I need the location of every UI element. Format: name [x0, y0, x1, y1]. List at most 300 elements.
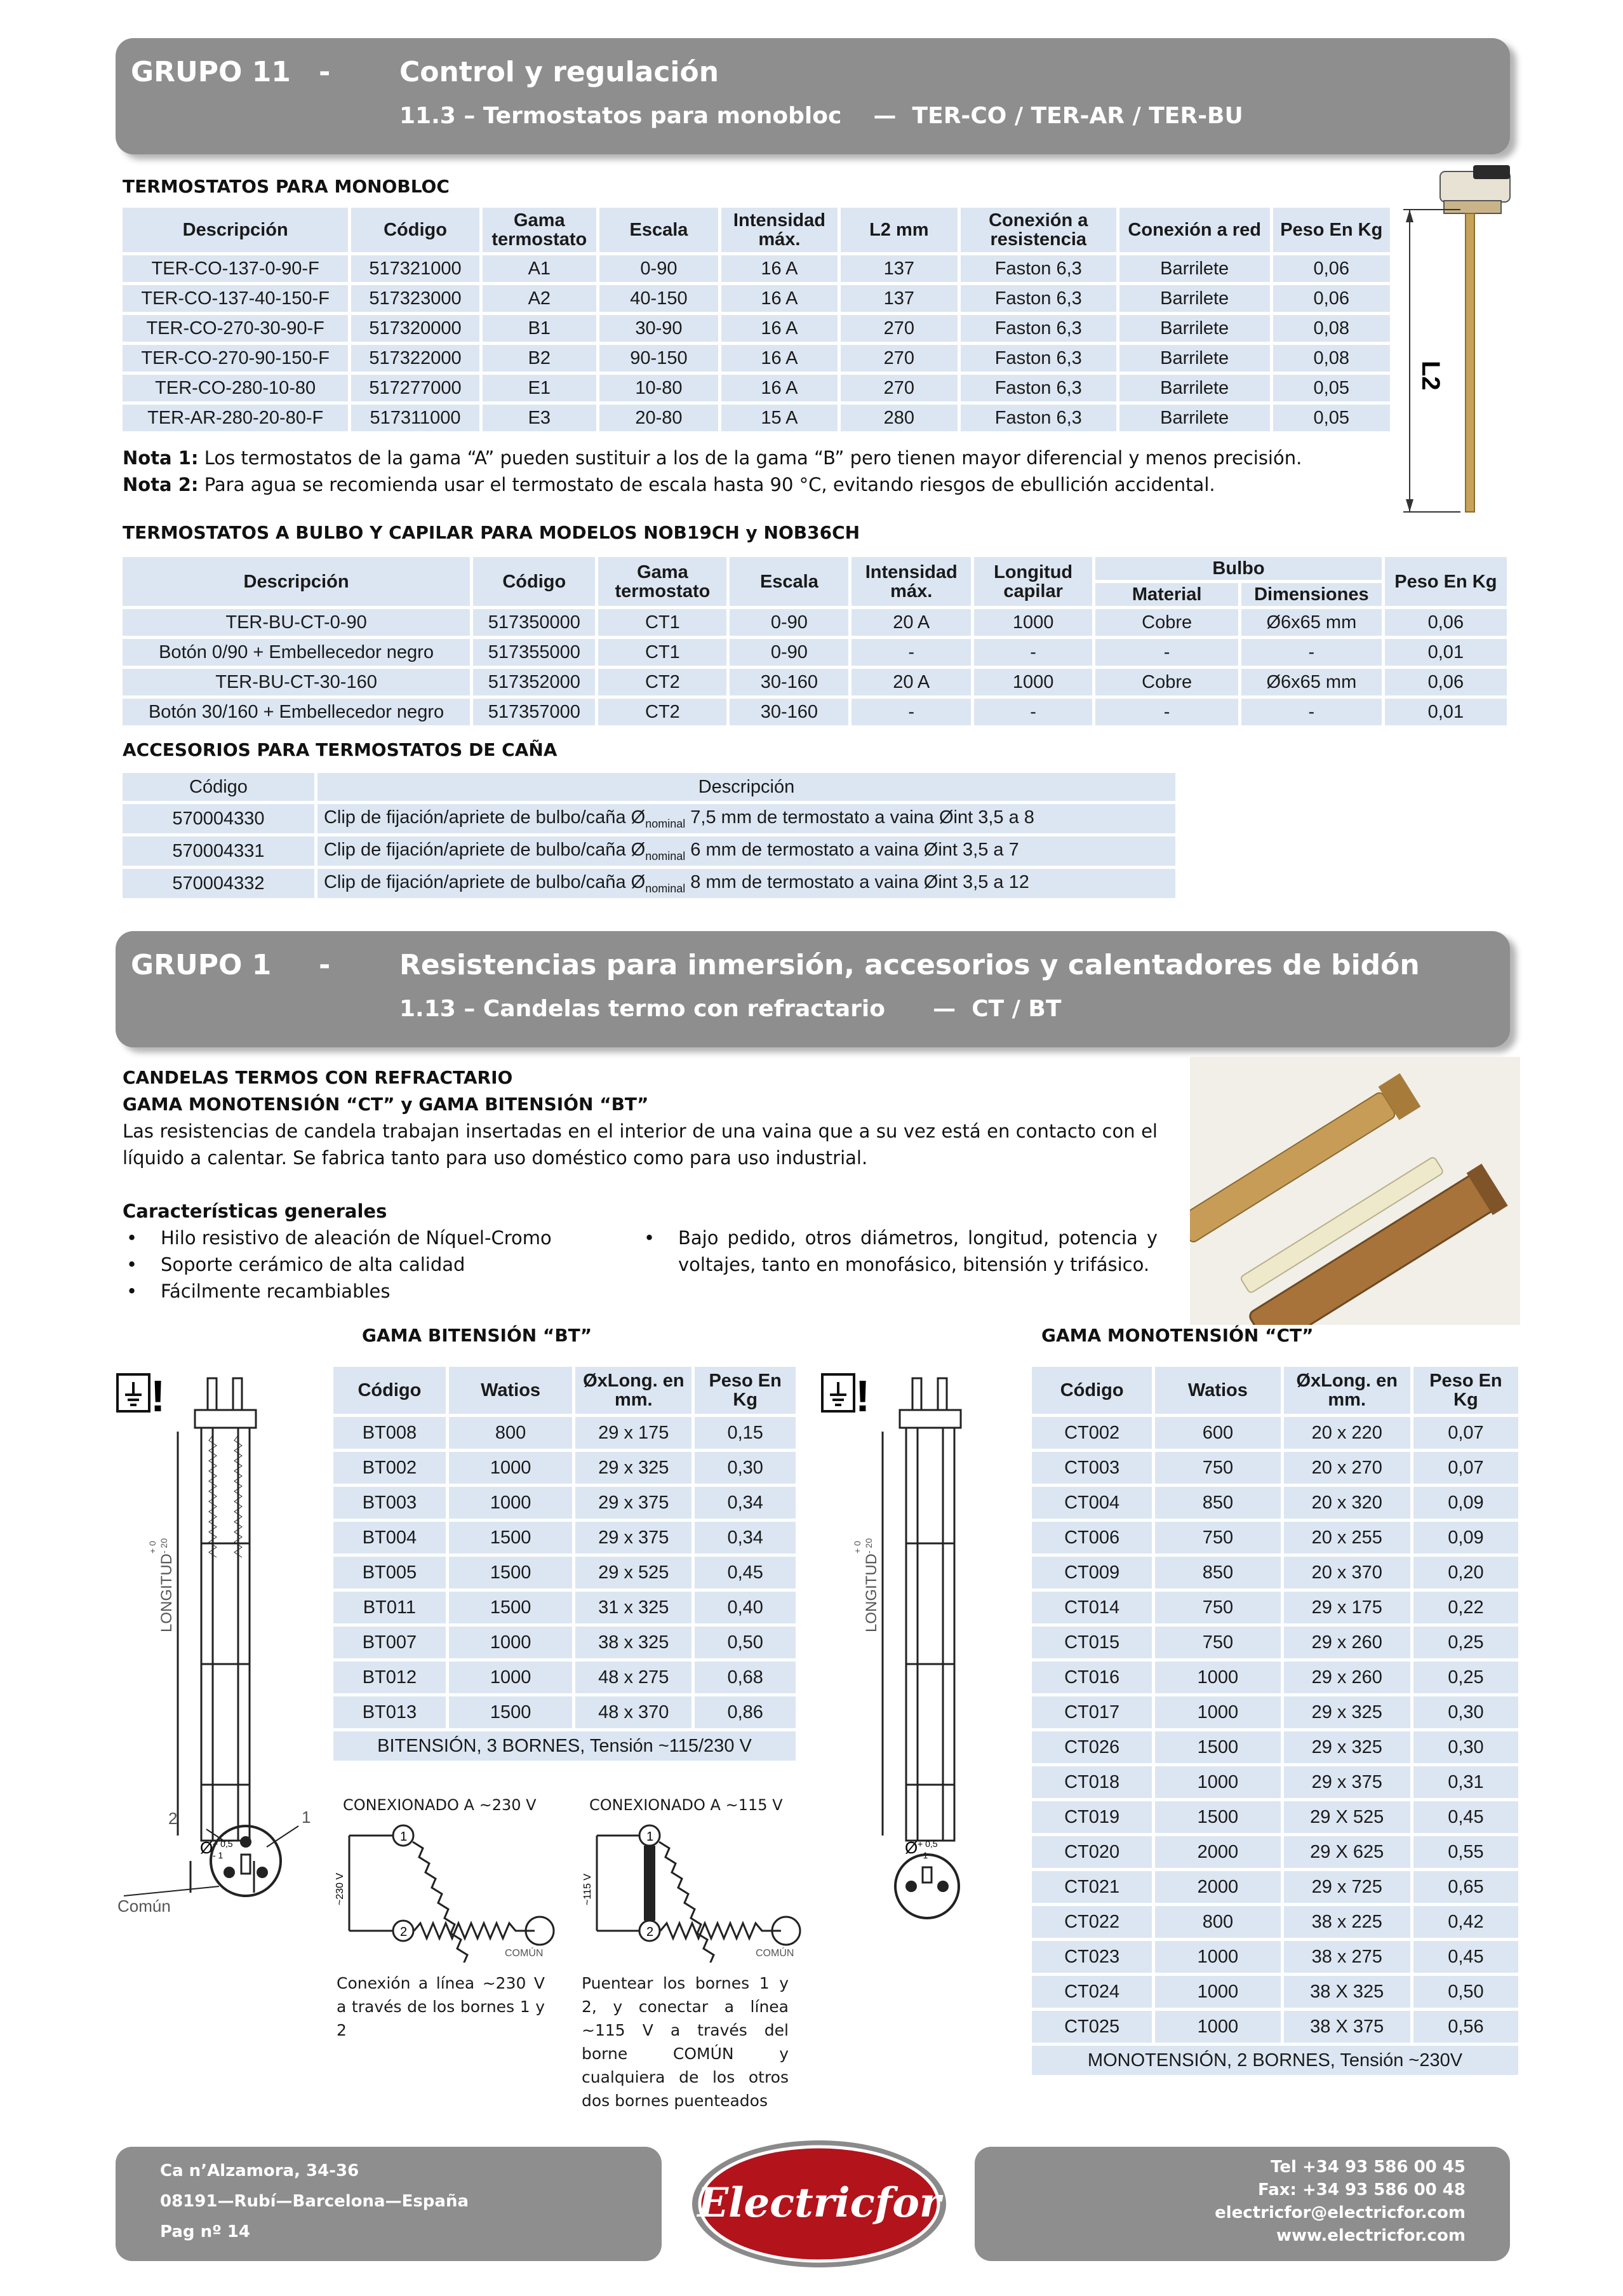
- table-cell: 0,01: [1385, 639, 1507, 666]
- table-row: [1032, 1696, 1518, 1728]
- table-cell: 1000: [449, 1487, 572, 1519]
- svg-text:- 20: - 20: [159, 1538, 169, 1554]
- table-cell: Faston 6,3: [961, 405, 1116, 431]
- table-cell: 0,25: [1413, 1627, 1518, 1658]
- table-cell: CT016: [1032, 1662, 1152, 1693]
- table-cell: TER-AR-280-20-80-F: [123, 405, 348, 431]
- table-cell: Ø6x65 mm: [1241, 609, 1382, 636]
- table-cell: 0,68: [695, 1662, 796, 1693]
- table-cell: 600: [1155, 1417, 1280, 1449]
- table-cell: 29 x 175: [575, 1417, 691, 1449]
- table-cell: 1000: [1155, 1766, 1280, 1798]
- wiring-115-desc: Puentear los bornes 1 y 2, y conectar a línea ~115 V a través del borne COMÚN y cualquiera de los otros dos bornes puenteados: [582, 1974, 789, 2110]
- table-cell: 29 x 325: [1284, 1731, 1410, 1763]
- bt-header: Peso En Kg: [695, 1367, 796, 1414]
- table-cell: 1000: [1155, 2011, 1280, 2043]
- bulbo-table: [119, 554, 1510, 728]
- table-cell: E3: [483, 405, 596, 431]
- table-cell: -: [1241, 699, 1382, 725]
- ct-footer: MONOTENSIÓN, 2 BORNES, Tensión ~230V: [1032, 2046, 1518, 2075]
- table-cell: CT1: [598, 639, 726, 666]
- bt-terminal-diagram: [111, 1791, 327, 1918]
- table-cell: BT013: [333, 1696, 446, 1728]
- accesorio-code: 570004332: [123, 869, 314, 898]
- wiring-115-title: CONEXIONADO A ~115 V: [589, 1796, 783, 1814]
- table-cell: 0,31: [1413, 1766, 1518, 1798]
- table-cell: Faston 6,3: [961, 375, 1116, 401]
- table-cell: TER-CO-270-30-90-F: [123, 315, 348, 342]
- grupo1-header-band: [116, 931, 1510, 1047]
- grupo1-subtitle: 1.13 – Candelas termo con refractario — CT / BT: [399, 996, 1062, 1022]
- bulbo-heading: TERMOSTATOS A BULBO Y CAPILAR PARA MODELOS NOB19CH y NOB36CH: [123, 522, 860, 543]
- dim-label-l2: L2: [1417, 361, 1445, 391]
- table-cell: TER-CO-280-10-80: [123, 375, 348, 401]
- footer-address-line2: 08191—Rubí—Barcelona—España: [160, 2192, 469, 2211]
- table-cell: CT014: [1032, 1592, 1152, 1623]
- table-cell: Faston 6,3: [961, 255, 1116, 282]
- table-cell: Faston 6,3: [961, 345, 1116, 372]
- table-cell: 38 x 325: [575, 1627, 691, 1658]
- table-cell: 1000: [1155, 1696, 1280, 1728]
- table-cell: 38 X 325: [1284, 1976, 1410, 2008]
- table-cell: 1500: [1155, 1801, 1280, 1833]
- table-cell: CT024: [1032, 1976, 1152, 2008]
- bt-heading: GAMA BITENSIÓN “BT”: [362, 1325, 592, 1346]
- table-cell: 90-150: [599, 345, 718, 372]
- table-cell: 270: [841, 315, 958, 342]
- table-row: [123, 375, 1390, 401]
- table-cell: 517311000: [351, 405, 479, 431]
- terminal-block-2-bornes: [895, 1855, 959, 1918]
- table-row: [1032, 1592, 1518, 1623]
- list-item: • Bajo pedido, otros diámetros, longitud, potencia y voltajes, tanto en monofásico, bitensión y trifásico.: [640, 1225, 1158, 1278]
- table-cell: 29 X 625: [1284, 1836, 1410, 1868]
- caracteristicas-heading: Características generales: [123, 1200, 387, 1222]
- table-cell: 30-160: [730, 669, 848, 695]
- table-cell: 0,50: [1413, 1976, 1518, 2008]
- table-cell: CT004: [1032, 1487, 1152, 1519]
- table-cell: 30-90: [599, 315, 718, 342]
- bt-footer: BITENSIÓN, 3 BORNES, Tensión ~115/230 V: [333, 1731, 796, 1761]
- table-cell: 517320000: [351, 315, 479, 342]
- table-row: [123, 699, 1507, 725]
- table-cell: CT1: [598, 609, 726, 636]
- table-cell: BT012: [333, 1662, 446, 1693]
- monobloc-body: [123, 255, 1390, 431]
- grupo11-header-band: [116, 38, 1510, 154]
- table-cell: CT2: [598, 699, 726, 725]
- svg-text:1: 1: [646, 1830, 654, 1844]
- table-cell: 29 x 525: [575, 1557, 691, 1588]
- table-row: [1032, 1522, 1518, 1554]
- table-cell: 0,22: [1413, 1592, 1518, 1623]
- table-cell: -: [852, 699, 971, 725]
- thermostat-rod-illustration: [1391, 159, 1518, 527]
- table-cell: 1500: [449, 1592, 572, 1623]
- table-cell: 517357000: [473, 699, 595, 725]
- table-cell: 1500: [449, 1557, 572, 1588]
- svg-text:2: 2: [400, 1925, 408, 1939]
- electricfor-logo: [686, 2134, 952, 2274]
- table-cell: 15 A: [721, 405, 838, 431]
- table-row: [333, 1592, 796, 1623]
- table-row: [123, 285, 1390, 312]
- bt-header: Watios: [449, 1367, 572, 1414]
- table-cell: CT015: [1032, 1627, 1152, 1658]
- grupo1-number: GRUPO 1: [131, 949, 272, 981]
- bulbo-header: Descripción: [123, 557, 470, 606]
- table-cell: -: [974, 699, 1092, 725]
- table-cell: CT021: [1032, 1871, 1152, 1903]
- table-cell: -: [852, 639, 971, 666]
- table-cell: BT005: [333, 1557, 446, 1588]
- table-row: [333, 1557, 796, 1588]
- table-cell: CT009: [1032, 1557, 1152, 1588]
- table-cell: 137: [841, 255, 958, 282]
- table-cell: 280: [841, 405, 958, 431]
- ct-table: [1029, 1364, 1521, 2078]
- table-cell: 1000: [449, 1452, 572, 1484]
- table-cell: 1500: [449, 1696, 572, 1728]
- list-item: • Hilo resistivo de aleación de Níquel-Cromo: [123, 1225, 662, 1251]
- table-cell: 38 x 275: [1284, 1941, 1410, 1973]
- comun-label: Común: [117, 1897, 171, 1916]
- caracteristicas-list: [123, 1225, 662, 1305]
- candelas-subheading: GAMA MONOTENSIÓN “CT” y GAMA BITENSIÓN “BT”: [123, 1094, 649, 1115]
- table-cell: 20-80: [599, 405, 718, 431]
- grupo11-dash: -: [319, 56, 331, 88]
- table-cell: 517355000: [473, 639, 595, 666]
- table-row: [333, 1522, 796, 1554]
- grupo1-dash: -: [319, 949, 331, 981]
- table-cell: 0,05: [1273, 405, 1390, 431]
- accesorio-desc: Clip de fijación/apriete de bulbo/caña $Ø_{nominal}$ 7,5 mm de termostato a vaina Øint 3,5 a 8: [317, 804, 1175, 833]
- table-cell: 29 X 525: [1284, 1801, 1410, 1833]
- table-cell: Botón 30/160 + Embellecedor negro: [123, 699, 470, 725]
- table-row: [123, 869, 1175, 898]
- ct-candela-drawing: [816, 1366, 1019, 1937]
- table-cell: TER-BU-CT-0-90: [123, 609, 470, 636]
- table-cell: 16 A: [721, 345, 838, 372]
- table-cell: 517323000: [351, 285, 479, 312]
- table-cell: 0,30: [1413, 1731, 1518, 1763]
- table-cell: 517322000: [351, 345, 479, 372]
- table-cell: 517321000: [351, 255, 479, 282]
- table-cell: CT022: [1032, 1906, 1152, 1938]
- table-cell: 0-90: [599, 255, 718, 282]
- longitud-label: LONGITUD: [158, 1553, 175, 1632]
- table-row: [1032, 1731, 1518, 1763]
- accesorios-table: [119, 770, 1179, 901]
- table-cell: 0,50: [695, 1627, 796, 1658]
- table-row: [333, 1662, 796, 1693]
- table-cell: CT018: [1032, 1766, 1152, 1798]
- table-cell: 0,15: [695, 1417, 796, 1449]
- table-cell: 20 x 320: [1284, 1487, 1410, 1519]
- table-cell: Cobre: [1095, 669, 1238, 695]
- table-cell: 0,06: [1385, 609, 1507, 636]
- bulbo-header: Escala: [730, 557, 848, 606]
- svg-text:LONGITUD: LONGITUD: [863, 1553, 880, 1632]
- table-cell: 29 x 725: [1284, 1871, 1410, 1903]
- bt-body: [333, 1417, 796, 1728]
- footer-address-box: [116, 2147, 662, 2261]
- table-cell: 517350000: [473, 609, 595, 636]
- table-cell: 1000: [1155, 1976, 1280, 2008]
- table-cell: CT2: [598, 669, 726, 695]
- monobloc-note-2: Nota 2: Para agua se recomienda usar el termostato de escala hasta 90 °C, evitando riesgos de ebullición accidental.: [123, 474, 1215, 495]
- footer-tel: Tel +34 93 586 00 45: [1271, 2158, 1466, 2177]
- table-cell: 16 A: [721, 255, 838, 282]
- table-cell: 0,05: [1273, 375, 1390, 401]
- table-cell: 137: [841, 285, 958, 312]
- table-row: [123, 255, 1390, 282]
- monobloc-table: [119, 205, 1393, 434]
- ct-header: Peso En Kg: [1413, 1367, 1518, 1414]
- table-cell: 48 x 370: [575, 1696, 691, 1728]
- table-cell: 20 x 270: [1284, 1452, 1410, 1484]
- table-cell: CT025: [1032, 2011, 1152, 2043]
- table-cell: 16 A: [721, 285, 838, 312]
- table-cell: BT007: [333, 1627, 446, 1658]
- bulbo-header: Peso En Kg: [1385, 557, 1507, 606]
- table-cell: 0,34: [695, 1487, 796, 1519]
- monobloc-header: Código: [351, 208, 479, 252]
- table-cell: Ø6x65 mm: [1241, 669, 1382, 695]
- wiring-diagrams: [330, 1823, 813, 1963]
- svg-text:+ 0: + 0: [852, 1541, 862, 1554]
- table-cell: 20 A: [852, 669, 971, 695]
- table-cell: -: [1095, 639, 1238, 666]
- svg-text:Electricfor: Electricfor: [697, 2179, 941, 2227]
- table-cell: Barrilete: [1119, 315, 1270, 342]
- table-row: [1032, 1766, 1518, 1798]
- footer-contact-box: [975, 2147, 1510, 2261]
- table-row: [123, 609, 1507, 636]
- svg-text:+ 0,5: + 0,5: [918, 1839, 938, 1849]
- accesorio-desc: Clip de fijación/apriete de bulbo/caña $Ø_{nominal}$ 8 mm de termostato a vaina Øint 3,5 a 12: [317, 869, 1175, 898]
- svg-text:COMÚN: COMÚN: [505, 1948, 544, 1959]
- table-cell: Faston 6,3: [961, 315, 1116, 342]
- table-cell: 0,07: [1413, 1417, 1518, 1449]
- table-cell: 800: [449, 1417, 572, 1449]
- table-cell: 517277000: [351, 375, 479, 401]
- table-cell: 850: [1155, 1557, 1280, 1588]
- footer-email[interactable]: electricfor@electricfor.com: [1215, 2203, 1466, 2222]
- table-cell: 2000: [1155, 1836, 1280, 1868]
- accesorios-header: Descripción: [317, 773, 1175, 801]
- table-cell: 29 x 325: [575, 1452, 691, 1484]
- table-cell: 0,30: [695, 1452, 796, 1484]
- table-row: [1032, 1557, 1518, 1588]
- table-cell: BT003: [333, 1487, 446, 1519]
- monobloc-header: Peso En Kg: [1273, 208, 1390, 252]
- table-row: [123, 345, 1390, 372]
- table-cell: -: [974, 639, 1092, 666]
- table-cell: 0,40: [695, 1592, 796, 1623]
- table-cell: 0,65: [1413, 1871, 1518, 1903]
- table-cell: BT004: [333, 1522, 446, 1554]
- table-row: [1032, 1487, 1518, 1519]
- table-cell: 10-80: [599, 375, 718, 401]
- grupo1-title: Resistencias para inmersión, accesorios y calentadores de bidón: [399, 949, 1420, 981]
- svg-text:2: 2: [646, 1925, 654, 1939]
- terminal-1-label: 1: [302, 1808, 311, 1827]
- table-cell: -: [1095, 699, 1238, 725]
- caracteristicas-list-right: [640, 1225, 1158, 1278]
- table-cell: CT023: [1032, 1941, 1152, 1973]
- table-cell: Barrilete: [1119, 285, 1270, 312]
- table-cell: CT003: [1032, 1452, 1152, 1484]
- table-cell: A1: [483, 255, 596, 282]
- table-row: [333, 1627, 796, 1658]
- table-cell: 20 x 370: [1284, 1557, 1410, 1588]
- footer-web[interactable]: www.electricfor.com: [1276, 2226, 1466, 2245]
- table-cell: 29 x 375: [1284, 1766, 1410, 1798]
- table-cell: CT020: [1032, 1836, 1152, 1868]
- candelas-intro: Las resistencias de candela trabajan insertadas en el interior de una vaina que a su vez está en contacto con el líquido a calentar. Se fabrica tanto para uso doméstico como para uso industrial.: [123, 1120, 1158, 1169]
- accesorio-code: 570004330: [123, 804, 314, 833]
- v115-label: ~115 V: [582, 1874, 593, 1905]
- table-cell: 0-90: [730, 609, 848, 636]
- table-row: [1032, 1627, 1518, 1658]
- table-cell: 20 A: [852, 609, 971, 636]
- monobloc-header: Conexión a red: [1119, 208, 1270, 252]
- table-cell: 29 x 260: [1284, 1627, 1410, 1658]
- table-cell: CT019: [1032, 1801, 1152, 1833]
- bulbo-header: Longitud capilar: [974, 557, 1092, 606]
- table-cell: Barrilete: [1119, 345, 1270, 372]
- table-cell: 800: [1155, 1906, 1280, 1938]
- table-cell: 850: [1155, 1487, 1280, 1519]
- table-cell: 29 x 375: [575, 1522, 691, 1554]
- candelas-photo: [1190, 1057, 1520, 1325]
- footer-address-line1: Ca n’Alzamora, 34-36: [160, 2161, 359, 2180]
- table-cell: 750: [1155, 1592, 1280, 1623]
- table-row: [333, 1696, 796, 1728]
- table-cell: 517352000: [473, 669, 595, 695]
- table-cell: 20 x 255: [1284, 1522, 1410, 1554]
- table-cell: Barrilete: [1119, 405, 1270, 431]
- table-cell: E1: [483, 375, 596, 401]
- table-row: [123, 669, 1507, 695]
- table-row: [123, 315, 1390, 342]
- table-cell: 0,09: [1413, 1487, 1518, 1519]
- table-row: [1032, 1452, 1518, 1484]
- table-cell: BT002: [333, 1452, 446, 1484]
- footer-page-number: Pag nº 14: [160, 2222, 250, 2241]
- svg-text:!: !: [150, 1371, 166, 1421]
- list-item: • Fácilmente recambiables: [123, 1278, 662, 1305]
- table-cell: 750: [1155, 1452, 1280, 1484]
- table-cell: 1000: [449, 1662, 572, 1693]
- table-cell: TER-CO-137-0-90-F: [123, 255, 348, 282]
- bt-header: ØxLong. en mm.: [575, 1367, 691, 1414]
- bt-table: [330, 1364, 799, 1764]
- warning-ground-icon: [822, 1371, 870, 1421]
- table-row: [1032, 1976, 1518, 2008]
- footer-fax: Fax: +34 93 586 00 48: [1258, 2180, 1466, 2199]
- svg-text:Ø: Ø: [905, 1838, 918, 1857]
- bulbo-header: Intensidad máx.: [852, 557, 971, 606]
- svg-text:+ 0: + 0: [147, 1541, 157, 1554]
- table-row: [1032, 1836, 1518, 1868]
- wiring-230-title: CONEXIONADO A ~230 V: [343, 1796, 537, 1814]
- table-row: [123, 639, 1507, 666]
- accesorios-heading: ACCESORIOS PARA TERMOSTATOS DE CAÑA: [123, 739, 558, 760]
- table-cell: 0,08: [1273, 315, 1390, 342]
- table-cell: 0,55: [1413, 1836, 1518, 1868]
- table-cell: 0,56: [1413, 2011, 1518, 2043]
- monobloc-header: Conexión a resistencia: [961, 208, 1116, 252]
- table-cell: 31 x 325: [575, 1592, 691, 1623]
- wiring-230-desc: Conexión a línea ~230 V a través de los bornes 1 y 2: [337, 1974, 545, 2039]
- table-cell: 1500: [449, 1522, 572, 1554]
- table-cell: -: [1241, 639, 1382, 666]
- table-cell: 1000: [974, 669, 1092, 695]
- ct-header: Watios: [1155, 1367, 1280, 1414]
- table-cell: 1000: [1155, 1941, 1280, 1973]
- table-cell: 0,08: [1273, 345, 1390, 372]
- table-cell: 0,06: [1385, 669, 1507, 695]
- table-cell: Faston 6,3: [961, 285, 1116, 312]
- table-cell: 1000: [1155, 1662, 1280, 1693]
- svg-text:- 1: - 1: [213, 1850, 224, 1860]
- accesorio-code: 570004331: [123, 836, 314, 866]
- table-cell: 38 X 375: [1284, 2011, 1410, 2043]
- table-cell: 270: [841, 345, 958, 372]
- table-cell: 270: [841, 375, 958, 401]
- table-cell: CT017: [1032, 1696, 1152, 1728]
- table-cell: Cobre: [1095, 609, 1238, 636]
- svg-text:- 1: - 1: [918, 1850, 928, 1860]
- bulbo-body: [123, 609, 1507, 725]
- table-row: [333, 1452, 796, 1484]
- bulbo-header-group: Bulbo: [1095, 557, 1381, 580]
- monobloc-header: Intensidad máx.: [721, 208, 838, 252]
- table-cell: 0,42: [1413, 1906, 1518, 1938]
- monobloc-header: Escala: [599, 208, 718, 252]
- table-cell: Barrilete: [1119, 375, 1270, 401]
- svg-text:!: !: [855, 1371, 871, 1421]
- accesorio-desc: Clip de fijación/apriete de bulbo/caña $Ø_{nominal}$ 6 mm de termostato a vaina Øint 3,5 a 7: [317, 836, 1175, 866]
- table-cell: 30-160: [730, 699, 848, 725]
- table-cell: A2: [483, 285, 596, 312]
- accesorios-header: Código: [123, 773, 314, 801]
- table-cell: Barrilete: [1119, 255, 1270, 282]
- table-cell: 0,07: [1413, 1452, 1518, 1484]
- table-cell: 0,06: [1273, 255, 1390, 282]
- monobloc-header: Gama termostato: [483, 208, 596, 252]
- table-row: [1032, 1941, 1518, 1973]
- table-row: [333, 1487, 796, 1519]
- table-row: [123, 405, 1390, 431]
- table-cell: 0,25: [1413, 1662, 1518, 1693]
- bulbo-subheader: Material: [1095, 583, 1238, 606]
- table-cell: B2: [483, 345, 596, 372]
- bulbo-header: Código: [473, 557, 595, 606]
- table-row: [1032, 1871, 1518, 1903]
- table-cell: 1000: [974, 609, 1092, 636]
- table-cell: 0-90: [730, 639, 848, 666]
- ct-header: Código: [1032, 1367, 1152, 1414]
- warning-ground-icon: [117, 1371, 165, 1421]
- svg-text:1: 1: [400, 1830, 408, 1844]
- bulbo-subheader: Dimensiones: [1241, 583, 1382, 606]
- table-cell: 0,06: [1273, 285, 1390, 312]
- table-cell: 40-150: [599, 285, 718, 312]
- table-cell: 0,45: [695, 1557, 796, 1588]
